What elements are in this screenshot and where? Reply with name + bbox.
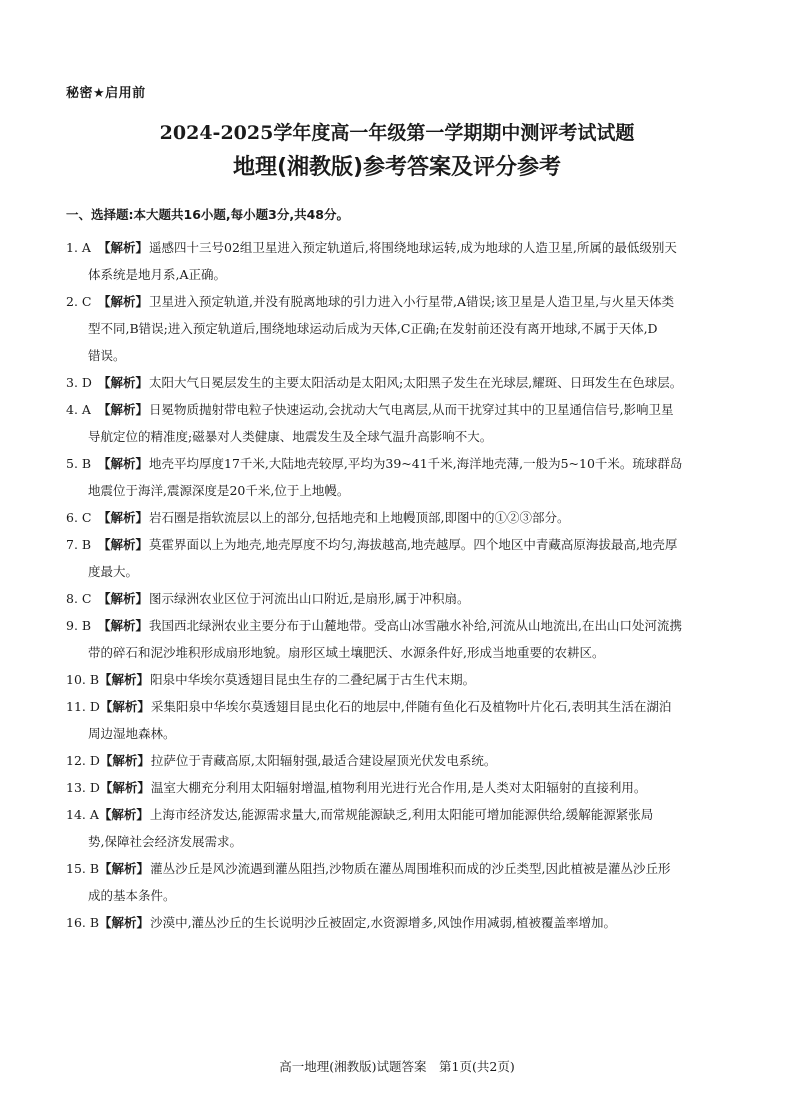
answer-item	[66, 288, 732, 369]
answer-text: 灌丛沙丘是风沙流遇到灌丛阻挡,沙物质在灌丛周围堆积而成的沙丘类型,因此植被是灌丛沙丘形	[150, 861, 671, 876]
exam-title: 2024-2025学年度高一年级第一学期期中测评考试试题	[159, 122, 635, 144]
analysis-tag: 【解析】	[98, 807, 149, 822]
answer-number: 14. A	[66, 807, 99, 822]
answer-item	[66, 612, 732, 666]
answer-item	[66, 855, 732, 909]
answer-text: 卫星进入预定轨道,并没有脱离地球的引力进入小行星带,A错误;该卫星是人造卫星,与火星天体类	[149, 294, 675, 309]
analysis-tag: 【解析】	[98, 294, 149, 309]
answer-text-continued: 导航定位的精准度;磁暴对人类健康、地震发生及全球气温升高影响不大。	[88, 429, 493, 444]
answer-item	[66, 747, 732, 774]
answer-text: 日冕物质抛射带电粒子快速运动,会扰动大气电离层,从而干扰穿过其中的卫星通信信号,影响卫星	[149, 402, 674, 417]
analysis-tag: 【解析】	[99, 753, 150, 768]
answer-number: 12. D	[66, 753, 100, 768]
answer-text: 阳泉中华埃尔莫透翅目昆虫生存的二叠纪属于古生代末期。	[150, 672, 476, 687]
answer-item	[66, 585, 732, 612]
analysis-tag: 【解析】	[99, 861, 150, 876]
analysis-tag: 【解析】	[99, 672, 150, 687]
answer-text: 我国西北绿洲农业主要分布于山麓地带。受高山冰雪融水补给,河流从山地流出,在出山口处河流携	[149, 618, 682, 633]
page-footer: 高一地理(湘教版)试题答案 第1页(共2页)	[279, 1059, 515, 1074]
analysis-tag: 【解析】	[98, 402, 149, 417]
section-heading: 一、选择题:本大题共16小题,每小题3分,共48分。	[66, 207, 349, 222]
answer-item	[66, 801, 732, 855]
answer-number: 9. B	[66, 618, 92, 633]
answer-text-continued: 周边湿地森林。	[88, 726, 176, 741]
answer-text: 地壳平均厚度17千米,大陆地壳较厚,平均为39~41千米,海洋地壳薄,一般为5~10千米。琉球群岛	[149, 456, 683, 471]
answer-item	[66, 909, 732, 936]
answer-text-continued: 型不同,B错误;进入预定轨道后,围绕地球运动后成为天体,C正确;在发射前还没有离开地球,不属于天体,D	[88, 321, 658, 336]
answer-number: 4. A	[66, 402, 91, 417]
answer-text: 莫霍界面以上为地壳,地壳厚度不均匀,海拔越高,地壳越厚。四个地区中青藏高原海拔最高,地壳厚	[149, 537, 678, 552]
answer-item	[66, 396, 732, 450]
analysis-tag: 【解析】	[98, 456, 149, 471]
answer-text: 遥感四十三号02组卫星进入预定轨道后,将围绕地球运转,成为地球的人造卫星,所属的最低级别天	[149, 240, 677, 255]
analysis-tag: 【解析】	[99, 699, 150, 714]
analysis-tag: 【解析】	[99, 915, 150, 930]
confidential-label: 秘密★启用前	[66, 86, 146, 101]
analysis-tag: 【解析】	[99, 780, 150, 795]
answer-number: 16. B	[66, 915, 100, 930]
answer-text: 图示绿洲农业区位于河流出山口附近,是扇形,属于冲积扇。	[149, 591, 470, 606]
answer-key-title: 地理(湘教版)参考答案及评分参考	[232, 155, 562, 180]
answer-text: 沙漠中,灌丛沙丘的生长说明沙丘被固定,水资源增多,风蚀作用减弱,植被覆盖率增加。	[150, 915, 616, 930]
analysis-tag: 【解析】	[98, 537, 149, 552]
answer-item	[66, 693, 732, 747]
answer-item	[66, 666, 732, 693]
answer-text: 采集阳泉中华埃尔莫透翅目昆虫化石的地层中,伴随有鱼化石及植物叶片化石,表明其生活在湖泊	[150, 699, 672, 714]
answer-number: 1. A	[66, 240, 91, 255]
answer-number: 11. D	[66, 699, 100, 714]
answer-number: 10. B	[66, 672, 100, 687]
answer-number: 8. C	[66, 591, 92, 606]
answer-item	[66, 234, 732, 288]
answer-list	[66, 234, 732, 936]
answer-item	[66, 504, 732, 531]
answer-number: 5. B	[66, 456, 92, 471]
answer-number: 15. B	[66, 861, 100, 876]
analysis-tag: 【解析】	[98, 591, 149, 606]
answer-text: 拉萨位于青藏高原,太阳辐射强,最适合建设屋顶光伏发电系统。	[150, 753, 497, 768]
analysis-tag: 【解析】	[98, 240, 149, 255]
answer-number: 6. C	[66, 510, 92, 525]
answer-item	[66, 369, 732, 396]
answer-text: 温室大棚充分利用太阳辐射增温,植物利用光进行光合作用,是人类对太阳辐射的直接利用。	[150, 780, 647, 795]
answer-text: 上海市经济发达,能源需求量大,而常规能源缺乏,利用太阳能可增加能源供给,缓解能源紧张局	[149, 807, 654, 822]
answer-text-continued: 体系统是地月系,A正确。	[88, 267, 227, 282]
analysis-tag: 【解析】	[98, 618, 149, 633]
answer-text-continued: 错误。	[88, 348, 126, 363]
answer-text: 太阳大气日冕层发生的主要太阳活动是太阳风;太阳黑子发生在光球层,耀斑、日珥发生在色球层。	[149, 375, 683, 390]
answer-text-continued: 地震位于海洋,震源深度是20千米,位于上地幔。	[88, 483, 350, 498]
answer-item	[66, 531, 732, 585]
answer-text-continued: 成的基本条件。	[88, 888, 176, 903]
answer-text-continued: 势,保障社会经济发展需求。	[88, 834, 242, 849]
answer-item	[66, 450, 732, 504]
answer-number: 3. D	[66, 375, 92, 390]
answer-text-continued: 带的碎石和泥沙堆积形成扇形地貌。扇形区域土壤肥沃、水源条件好,形成当地重要的农耕区。	[88, 645, 605, 660]
analysis-tag: 【解析】	[98, 510, 149, 525]
answer-text-continued: 度最大。	[88, 564, 139, 579]
answer-item	[66, 774, 732, 801]
answer-number: 7. B	[66, 537, 92, 552]
analysis-tag: 【解析】	[98, 375, 149, 390]
answer-number: 13. D	[66, 780, 100, 795]
answer-text: 岩石圈是指软流层以上的部分,包括地壳和上地幔顶部,即图中的①②③部分。	[149, 510, 570, 525]
answer-number: 2. C	[66, 294, 92, 309]
